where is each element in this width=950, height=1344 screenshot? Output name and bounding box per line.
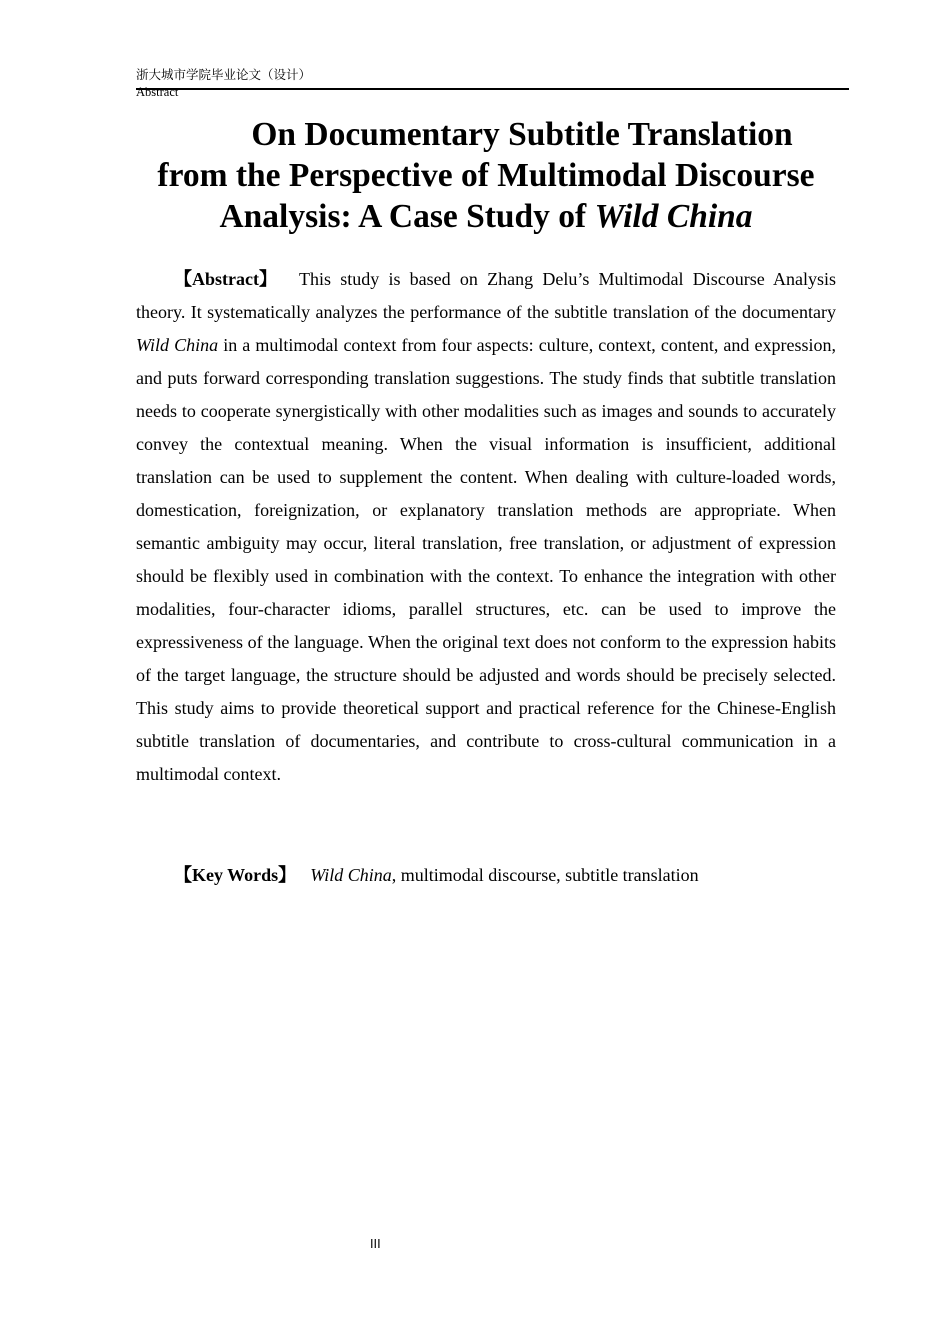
- abstract-text-part-2: in a multimodal context from four aspects: culture, context, content, and expression, and puts forward corresponding translation suggestions. The study finds that subtitle translation needs to cooperate synergistically with other modalities such as images and sounds to accurately convey the contextual meaning. When the visual information is insufficient, additional translation can be used to supplement the content. When dealing with culture-loaded words, domestication, foreignization, or explanatory translation methods are appropriate. When semantic ambiguity may occur, literal translation, free translation, or adjustment of expression should be flexibly used in combination with the context. To enhance the integration with other modalities, four-character idioms, parallel structures, etc. can be used to improve the expressiveness of the language. When the original text does not conform to the expression habits of the target language, the structure should be adjusted and words should be precisely selected. This study aims to provide theoretical support and practical reference for the Chinese-English subtitle translation of documentaries, and contribute to cross-cultural communication in a multimodal context.: [136, 335, 836, 784]
- title-line-3: [136, 196, 836, 237]
- abstract-italic-title: Wild China: [136, 335, 219, 355]
- keywords-line: [136, 859, 836, 892]
- keywords-label: 【Key Words】: [174, 865, 297, 885]
- title-line-1: On Documentary Subtitle Translation: [251, 116, 793, 153]
- title-line-3-prefix: Analysis: A Case Study of: [219, 198, 595, 235]
- keyword-italic-term: Wild China: [310, 865, 392, 885]
- running-header-university: 浙大城市学院毕业论文（设计）: [136, 67, 312, 82]
- title-line-2: from the Perspective of Multimodal Discourse: [157, 157, 815, 194]
- abstract-paragraph: [136, 263, 836, 791]
- keywords-rest: , multimodal discourse, subtitle translation: [391, 865, 699, 885]
- title-italic-work: Wild China: [594, 198, 753, 235]
- running-header-section: Abstract: [136, 85, 179, 99]
- thesis-title: [136, 114, 836, 237]
- page-number: III: [370, 1237, 381, 1251]
- abstract-label: 【Abstract】: [174, 269, 277, 289]
- abstract-text-part-1: This study is based on Zhang Delu’s Multimodal Discourse Analysis theory. It systematically analyzes the performance of the subtitle translation of the documentary: [136, 269, 836, 322]
- header-divider: [136, 88, 849, 90]
